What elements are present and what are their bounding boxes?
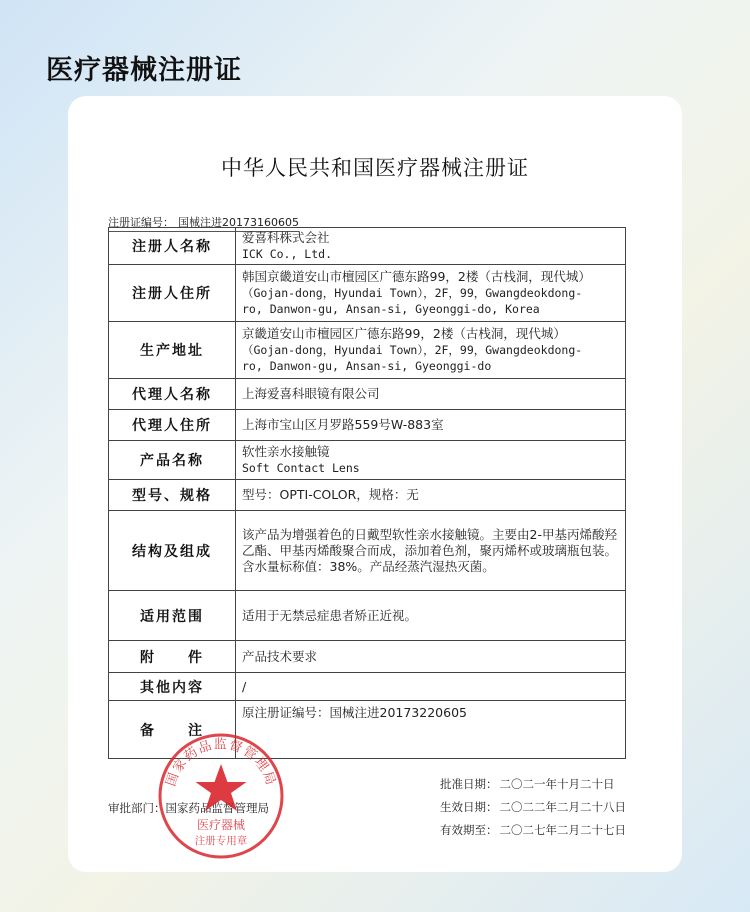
effective-date bbox=[438, 796, 626, 819]
row-value: 该产品为增强着色的日戴型软性亲水接触镜。主要由2-甲基丙烯酸羟乙酯、甲基丙烯酸聚合而成，添加着色剂，聚丙烯杯或玻璃瓶包装。含水量标称值：38%。产品经蒸汽湿热灭菌。 bbox=[236, 511, 626, 591]
effective-date-label: 生效日期： bbox=[440, 800, 498, 814]
star-icon bbox=[196, 764, 247, 811]
value-line: 爱喜科株式会社 bbox=[242, 230, 330, 245]
svg-text:注册专用章: 注册专用章 bbox=[194, 835, 248, 847]
value-line: （Gojan-dong，Hyundai Town），2F，99，Gwangdeokdong- bbox=[242, 286, 583, 300]
svg-text:国家药品监督管理局: 国家药品监督管理局 bbox=[163, 737, 279, 789]
certificate-card bbox=[68, 96, 682, 872]
table-row bbox=[109, 441, 626, 480]
row-value: 产品技术要求 bbox=[236, 641, 626, 673]
row-value: 上海市宝山区月罗路559号W-883室 bbox=[236, 410, 626, 441]
table-row bbox=[109, 641, 626, 673]
table-row bbox=[109, 379, 626, 410]
row-label: 注册人住所 bbox=[109, 265, 236, 322]
expiry-date-label: 有效期至： bbox=[440, 823, 498, 837]
value-line: ro, Danwon-gu, Ansan-si, Gyeonggi-do bbox=[242, 359, 492, 373]
table-row bbox=[109, 480, 626, 511]
expiry-date bbox=[438, 819, 626, 842]
row-value bbox=[236, 265, 626, 322]
row-label: 代理人名称 bbox=[109, 379, 236, 410]
row-value: 适用于无禁忌症患者矫正近视。 bbox=[236, 591, 626, 641]
table-row bbox=[109, 673, 626, 701]
row-label: 适用范围 bbox=[109, 591, 236, 641]
row-value bbox=[236, 322, 626, 379]
approval-date-value: 二〇二一年十月二十日 bbox=[499, 777, 615, 791]
approver-value: 国家药品监督管理局 bbox=[165, 801, 269, 815]
row-label: 生产地址 bbox=[109, 322, 236, 379]
row-label: 结构及组成 bbox=[109, 511, 236, 591]
expiry-date-value: 二〇二七年二月二十七日 bbox=[499, 823, 626, 837]
page-heading: 医疗器械注册证 bbox=[46, 55, 242, 86]
table-row bbox=[109, 410, 626, 441]
table-row bbox=[109, 322, 626, 379]
table-row bbox=[109, 265, 626, 322]
row-label: 产品名称 bbox=[109, 441, 236, 480]
value-line: （Gojan-dong，Hyundai Town），2F，99，Gwangdeokdong- bbox=[242, 343, 583, 357]
row-value: 型号：OPTI-COLOR，规格：无 bbox=[236, 480, 626, 511]
row-value bbox=[236, 228, 626, 265]
table-row bbox=[109, 591, 626, 641]
table-row bbox=[109, 511, 626, 591]
certificate-title: 中华人民共和国医疗器械注册证 bbox=[221, 156, 529, 180]
approval-date-label: 批准日期： bbox=[440, 777, 498, 791]
row-label: 型号、规格 bbox=[109, 480, 236, 511]
table-row bbox=[109, 228, 626, 265]
value-line: 韩国京畿道安山市檀园区广德东路99，2楼（古栈洞，现代城） bbox=[242, 269, 591, 284]
value-line: 京畿道安山市檀园区广德东路99，2楼（古栈洞，现代城） bbox=[242, 326, 566, 341]
registration-table bbox=[108, 227, 626, 759]
value-line: ICK Co., Ltd. bbox=[242, 247, 333, 261]
row-value: 上海爱喜科眼镜有限公司 bbox=[236, 379, 626, 410]
row-label: 注册人名称 bbox=[109, 228, 236, 265]
certificate-number-value: 国械注进20173160605 bbox=[178, 216, 299, 229]
certificate-number-label: 注册证编号： bbox=[108, 216, 174, 229]
row-value bbox=[236, 441, 626, 480]
approval-date bbox=[438, 773, 626, 796]
value-line: Soft Contact Lens bbox=[242, 461, 360, 475]
effective-date-value: 二〇二二年二月二十八日 bbox=[499, 800, 626, 814]
row-value: 原注册证编号：国械注进20173220605 bbox=[236, 701, 626, 759]
value-line: ro, Danwon-gu, Ansan-si, Gyeonggi-do, Korea bbox=[242, 302, 540, 316]
row-label: 附 件 bbox=[109, 641, 236, 673]
row-value: / bbox=[236, 673, 626, 701]
row-label: 代理人住所 bbox=[109, 410, 236, 441]
official-seal-stamp bbox=[156, 731, 286, 861]
approver-label: 审批部门： bbox=[108, 801, 166, 815]
date-block bbox=[438, 773, 626, 842]
value-line: 软性亲水接触镜 bbox=[242, 444, 330, 459]
svg-text:医疗器械: 医疗器械 bbox=[196, 818, 246, 832]
row-label: 备 注 bbox=[109, 701, 236, 759]
row-label: 其他内容 bbox=[109, 673, 236, 701]
